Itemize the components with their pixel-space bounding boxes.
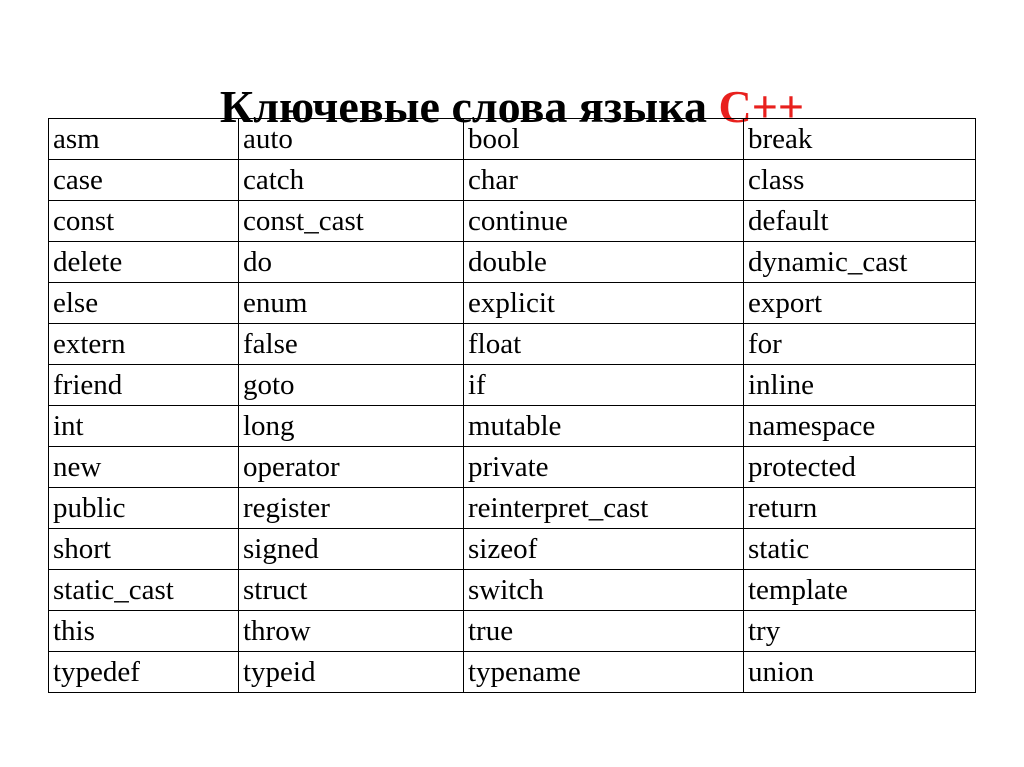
table-row xyxy=(49,611,976,652)
keyword-cell: for xyxy=(744,324,976,365)
keyword-cell: const xyxy=(49,201,239,242)
keyword-cell: export xyxy=(744,283,976,324)
keyword-cell: new xyxy=(49,447,239,488)
keyword-cell: goto xyxy=(239,365,464,406)
table-row xyxy=(49,488,976,529)
keyword-cell: template xyxy=(744,570,976,611)
keyword-cell: sizeof xyxy=(464,529,744,570)
title-accent: C++ xyxy=(718,80,805,132)
keyword-cell: throw xyxy=(239,611,464,652)
table-row xyxy=(49,529,976,570)
keyword-cell: float xyxy=(464,324,744,365)
keyword-cell: long xyxy=(239,406,464,447)
keyword-cell: this xyxy=(49,611,239,652)
keyword-cell: struct xyxy=(239,570,464,611)
keywords-table-body xyxy=(49,119,976,693)
keyword-cell: friend xyxy=(49,365,239,406)
keyword-cell: static_cast xyxy=(49,570,239,611)
keyword-cell: inline xyxy=(744,365,976,406)
keyword-cell: char xyxy=(464,160,744,201)
keyword-cell: const_cast xyxy=(239,201,464,242)
table-row xyxy=(49,160,976,201)
keyword-cell: union xyxy=(744,652,976,693)
keyword-cell: return xyxy=(744,488,976,529)
keyword-cell: double xyxy=(464,242,744,283)
keyword-cell: case xyxy=(49,160,239,201)
keyword-cell: if xyxy=(464,365,744,406)
keyword-cell: short xyxy=(49,529,239,570)
keyword-cell: try xyxy=(744,611,976,652)
keyword-cell: signed xyxy=(239,529,464,570)
table-row xyxy=(49,283,976,324)
keyword-cell: namespace xyxy=(744,406,976,447)
table-row xyxy=(49,570,976,611)
keyword-cell: typedef xyxy=(49,652,239,693)
keyword-cell: switch xyxy=(464,570,744,611)
keyword-cell: enum xyxy=(239,283,464,324)
keyword-cell: catch xyxy=(239,160,464,201)
table-row xyxy=(49,119,976,160)
keyword-cell: private xyxy=(464,447,744,488)
keyword-cell: operator xyxy=(239,447,464,488)
title-text: Ключевые слова языка xyxy=(219,80,707,132)
keyword-cell: reinterpret_cast xyxy=(464,488,744,529)
keyword-cell: typeid xyxy=(239,652,464,693)
keyword-cell: asm xyxy=(49,119,239,160)
table-row xyxy=(49,406,976,447)
keyword-cell: bool xyxy=(464,119,744,160)
keyword-cell: register xyxy=(239,488,464,529)
keyword-cell: mutable xyxy=(464,406,744,447)
keyword-cell: class xyxy=(744,160,976,201)
keyword-cell: continue xyxy=(464,201,744,242)
keyword-cell: true xyxy=(464,611,744,652)
table-row xyxy=(49,652,976,693)
keyword-cell: dynamic_cast xyxy=(744,242,976,283)
keyword-cell: protected xyxy=(744,447,976,488)
keyword-cell: explicit xyxy=(464,283,744,324)
keyword-cell: else xyxy=(49,283,239,324)
keyword-cell: public xyxy=(49,488,239,529)
keyword-cell: delete xyxy=(49,242,239,283)
table-row xyxy=(49,324,976,365)
keyword-cell: extern xyxy=(49,324,239,365)
keyword-cell: false xyxy=(239,324,464,365)
keyword-cell: int xyxy=(49,406,239,447)
keyword-cell: typename xyxy=(464,652,744,693)
table-row xyxy=(49,201,976,242)
keyword-cell: default xyxy=(744,201,976,242)
keyword-cell: auto xyxy=(239,119,464,160)
keyword-cell: do xyxy=(239,242,464,283)
table-row xyxy=(49,365,976,406)
table-row xyxy=(49,447,976,488)
table-row xyxy=(49,242,976,283)
keywords-table xyxy=(48,118,976,693)
keyword-cell: break xyxy=(744,119,976,160)
keyword-cell: static xyxy=(744,529,976,570)
